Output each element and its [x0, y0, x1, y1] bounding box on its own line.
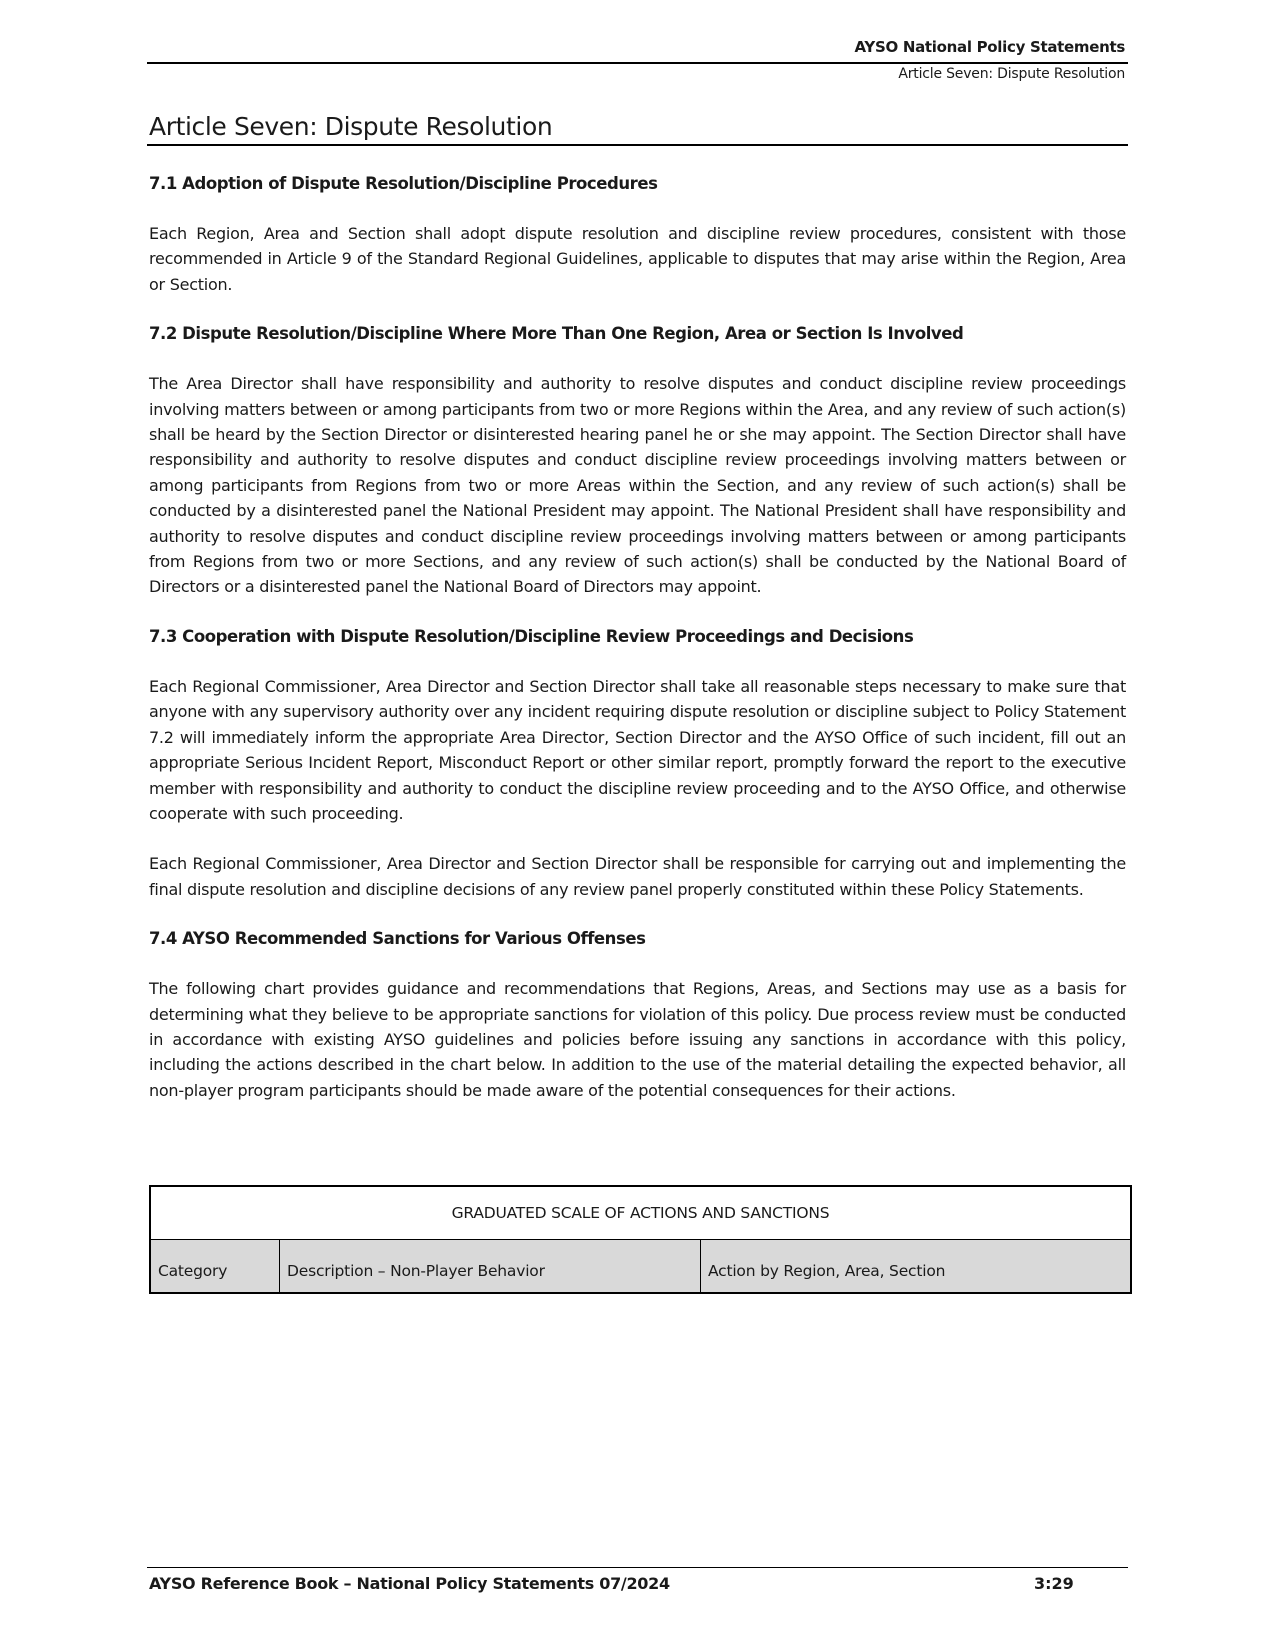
footer-document-title: AYSO Reference Book – National Policy Statements 07/2024	[149, 1574, 670, 1593]
header-rule	[147, 62, 1128, 64]
article-title: Article Seven: Dispute Resolution	[149, 112, 553, 141]
section-paragraph: The Area Director shall have responsibility and authority to resolve disputes and conduct discipline review proceedings involving matters between or among participants from two or more Regions within the Area, and any review of such action(s) shall be heard by the Section Director or disinterested hearing panel he or she may appoint. The Section Director shall have responsibility and authority to resolve disputes and conduct discipline review proceedings involving matters between or among participants from Regions from two or more Areas within the Section, and any review of such action(s) shall be conducted by a disinterested panel the National President may appoint. The National President shall have responsibility and authority to resolve disputes and conduct discipline review proceedings involving matters between or among participants from Regions from two or more Sections, and any review of such action(s) shall be conducted by the National Board of Directors or a disinterested panel the National Board of Directors may appoint.	[149, 374, 1126, 597]
table-caption: GRADUATED SCALE OF ACTIONS AND SANCTIONS	[151, 1187, 1130, 1240]
section-7-2	[149, 322, 1126, 600]
column-header-action: Action by Region, Area, Section	[708, 1262, 946, 1280]
sanctions-table	[149, 1185, 1132, 1294]
footer-rule	[147, 1567, 1128, 1568]
section-heading: 7.3 Cooperation with Dispute Resolution/Discipline Review Proceedings and Decisions	[149, 626, 914, 646]
section-paragraph: The following chart provides guidance and recommendations that Regions, Areas, and Sections may use as a basis for determining what they believe to be appropriate sanctions for violation of this policy. Due process review must be conducted in accordance with existing AYSO guidelines and policies before issuing any sanctions in accordance with this policy, including the actions described in the chart below. In addition to the use of the material detailing the expected behavior, all non-player program participants should be made aware of the potential consequences for their actions.	[149, 979, 1126, 1100]
footer-page-number: 3:29	[1034, 1574, 1074, 1593]
article-content	[149, 172, 1126, 1103]
section-7-1	[149, 172, 1126, 297]
section-paragraph: Each Region, Area and Section shall adopt dispute resolution and discipline review procedures, consistent with those recommended in Article 9 of the Standard Regional Guidelines, applicable to disputes that may arise within the Region, Area or Section.	[149, 224, 1126, 294]
section-paragraph: Each Regional Commissioner, Area Director and Section Director shall take all reasonable steps necessary to make sure that anyone with any supervisory authority over any incident requiring dispute resolution or discipline subject to Policy Statement 7.2 will immediately inform the appropriate Area Director, Section Director and the AYSO Office of such incident, fill out an appropriate Serious Incident Report, Misconduct Report or other similar report, promptly forward the report to the executive member with responsibility and authority to conduct the discipline review proceeding and to the AYSO Office, and otherwise cooperate with such proceeding.	[149, 676, 1126, 823]
running-header-title: AYSO National Policy Statements	[854, 38, 1125, 56]
section-heading: 7.4 AYSO Recommended Sanctions for Various Offenses	[149, 929, 646, 949]
section-7-4	[149, 927, 1126, 1103]
column-header-description: Description – Non-Player Behavior	[280, 1240, 701, 1292]
table-header-row	[151, 1240, 1130, 1292]
running-header-subtitle: Article Seven: Dispute Resolution	[898, 66, 1125, 82]
section-heading: 7.1 Adoption of Dispute Resolution/Discipline Procedures	[149, 174, 658, 193]
section-heading: 7.2 Dispute Resolution/Discipline Where More Than One Region, Area or Section Is Involved	[149, 324, 964, 344]
section-paragraph: Each Regional Commissioner, Area Director and Section Director shall be responsible for carrying out and implementing the final dispute resolution and discipline decisions of any review panel properly constituted within these Policy Statements.	[149, 854, 1126, 899]
section-7-3	[149, 625, 1126, 902]
article-title-rule	[147, 144, 1128, 146]
column-header-category: Category	[151, 1240, 280, 1292]
